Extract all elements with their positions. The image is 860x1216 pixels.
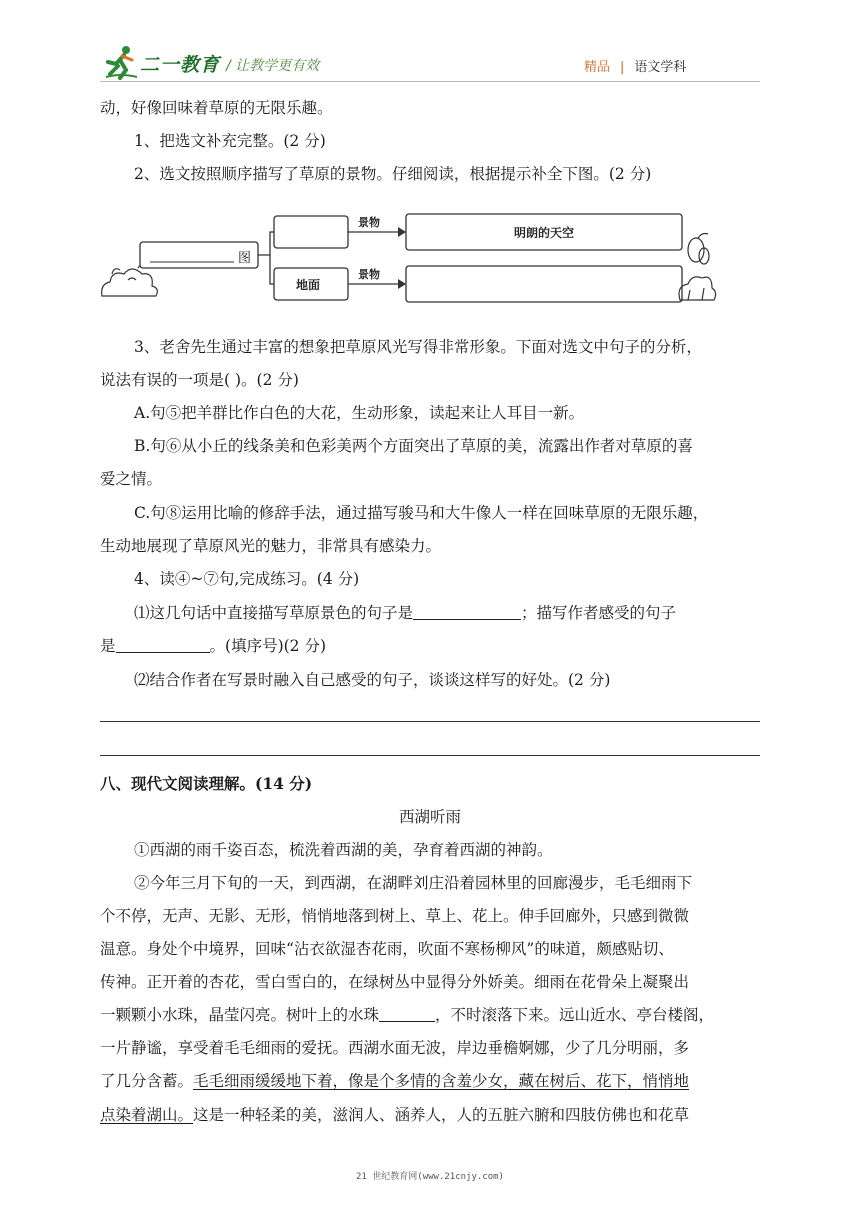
paragraph-2-line xyxy=(100,1071,689,1091)
scenery-diagram xyxy=(98,204,718,308)
question-3-line2: 说法有误的一项是( )。(2 分) xyxy=(100,371,299,389)
option-b-line1: B.句⑥从小丘的线条美和色彩美两个方面突出了草原的美，流露出作者对草原的喜 xyxy=(134,437,693,455)
arrow-top-label: 景物 xyxy=(358,216,380,229)
top-result-label: 明朗的天空 xyxy=(513,226,575,240)
arrow-bottom-label: 景物 xyxy=(358,268,380,281)
q4-1-text: ⑴这几句话中直接描写草原景色的句子是 xyxy=(134,604,414,622)
paragraph-1: ①西湖的雨千姿百态，梳洗着西湖的美，孕育着西湖的神韵。 xyxy=(134,841,553,859)
question-4: 4、读④~⑦句,完成练习。(4 分) xyxy=(134,570,360,588)
p2-text: 了几分含蓄。 xyxy=(100,1072,194,1090)
subject-tag xyxy=(584,56,686,75)
paragraph-2-line xyxy=(100,1005,714,1025)
text-line: 动，好像回味着草原的无限乐趣。 xyxy=(100,99,333,117)
question-2: 2、选文按照顺序描写了草原的景物。仔细阅读，根据提示补全下图。(2 分) xyxy=(134,165,652,183)
q4-1-text-3: 是 xyxy=(100,637,116,655)
answer-blank[interactable] xyxy=(413,603,521,620)
q4-1-text-4: 。(填序号)(2 分) xyxy=(209,637,326,655)
paragraph-2-line: 温意。身处个中境界，回味“沾衣欲湿杏花雨，吹面不寒杨柳风”的味道，颇感贴切、 xyxy=(100,940,674,958)
tag-separator: | xyxy=(620,60,625,75)
answer-line[interactable] xyxy=(100,755,760,756)
page-footer: 21 世纪教育网(www.21cnjy.com) xyxy=(356,1172,504,1182)
subject-label: 语文学科 xyxy=(634,60,687,75)
answer-blank[interactable] xyxy=(379,1005,435,1022)
option-b-line2: 爱之情。 xyxy=(100,470,163,488)
answer-blank[interactable] xyxy=(116,636,210,653)
brand-name: 二一教育 xyxy=(140,54,221,76)
page-header xyxy=(0,0,860,90)
p2-text: 这是一种轻柔的美，滋润人、涵养人，人的五脏六腑和四肢仿佛也和花草 xyxy=(193,1106,690,1124)
question-4-1-line2 xyxy=(100,636,326,656)
question-4-1-line1 xyxy=(134,603,676,623)
butterfly-decoration-icon xyxy=(679,234,716,301)
paragraph-2-line: ②今年三月下旬的一天，到西湖，在湖畔刘庄沿着园林里的回廊漫步，毛毛细雨下 xyxy=(134,874,693,892)
question-4-2: ⑵结合作者在写景时融入自己感受的句子，谈谈这样写的好处。(2 分) xyxy=(134,671,611,689)
p2-text: 一颗颗小水珠，晶莹闪亮。树叶上的水珠 xyxy=(100,1006,380,1024)
option-a: A.句⑤把羊群比作白色的大花，生动形象，读起来让人耳目一新。 xyxy=(134,404,585,422)
underlined-sentence: 毛毛细雨缓缓地下着，像是个多情的含羞少女，藏在树后、花下，悄悄地 xyxy=(193,1072,690,1090)
question-3-line1: 3、老舍先生通过丰富的想象把草原风光写得非常形象。下面对选文中句子的分析， xyxy=(134,338,702,356)
bottom-box-label: 地面 xyxy=(296,278,321,292)
article-title: 西湖听雨 xyxy=(398,808,461,826)
paragraph-2-line xyxy=(100,1105,689,1125)
section-8-heading: 八、现代文阅读理解。(14 分) xyxy=(100,774,313,793)
option-c-line1: C.句⑧运用比喻的修辞手法，通过描写骏马和大牛像人一样在回味草原的无限乐趣， xyxy=(134,504,709,522)
question-1: 1、把选文补充完整。(2 分) xyxy=(134,132,326,150)
q4-1-text-2: ；描写作者感受的句子 xyxy=(521,604,677,622)
main-box-suffix: 图 xyxy=(238,251,252,266)
option-c-line2: 生动地展现了草原风光的魅力，非常具有感染力。 xyxy=(100,537,442,555)
paragraph-2-line: 一片静谧，享受着毛毛细雨的爱抚。西湖水面无波，岸边垂檐婀娜，少了几分明丽，多 xyxy=(100,1039,690,1057)
grass-decoration-icon xyxy=(102,265,158,296)
premium-label: 精品 xyxy=(584,60,611,75)
runner-logo-icon xyxy=(104,44,138,80)
paragraph-2-line: 个不停，无声、无影、无形，悄悄地落到树上、草上、花上。伸手回廊外，只感到微微 xyxy=(100,907,690,925)
p2-text: ，不时滚落下来。远山近水、亭台楼阁， xyxy=(435,1006,715,1024)
answer-line[interactable] xyxy=(100,721,760,722)
header-divider xyxy=(100,81,760,82)
underlined-sentence: 点染着湖山。 xyxy=(100,1106,194,1124)
brand-slogan: / 让教学更有效 xyxy=(226,58,320,74)
paragraph-2-line: 传神。正开着的杏花，雪白雪白的，在绿树丛中显得分外娇美。细雨在花骨朵上凝聚出 xyxy=(100,973,690,991)
